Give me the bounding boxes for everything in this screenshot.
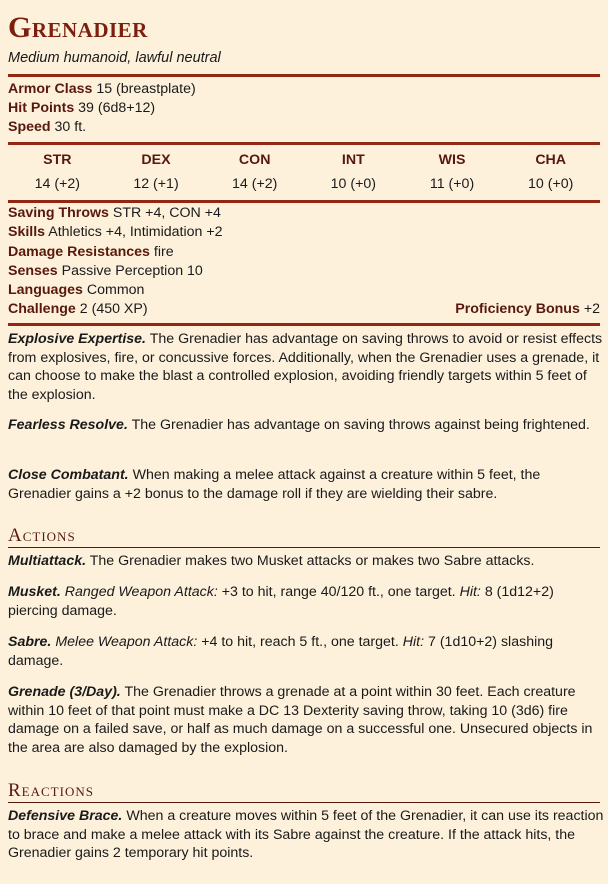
divider [8, 142, 600, 145]
action-grenade: Grenade (3/Day). The Grenadier throws a grenade at a point within 30 feet. Each creature within 10 feet of that point must make a DC 13 Dexterity saving throw, taking 10 (3d6) fire damage on a failed save, or half as much damage on a successful one. Unsecured objects in the area are also damaged by the explosion. [8, 684, 593, 756]
reactions-heading: Reactions [8, 780, 600, 803]
ability-wis: WIS 11 (+0) [429, 152, 475, 192]
languages: Languages Common [8, 282, 145, 298]
action-sabre: Sabre. Melee Weapon Attack: +4 to hit, reach 5 ft., one target. Hit: 7 (1d10+2) slashing damage. [8, 634, 554, 669]
ability-dex: DEX 12 (+1) [133, 152, 179, 192]
trait-explosive-expertise: Explosive Expertise. The Grenadier has advantage on saving throws to avoid or resist effects from explosives, fire, or concussive forces. Additionally, when the Grenadier uses a grenade, it can choose to make the blast a controlled explosion, avoiding friendly targets within 5 feet of the explosion. [8, 331, 603, 403]
proficiency-bonus: Proficiency Bonus +2 [455, 301, 600, 317]
trait-close-combatant: Close Combatant. When making a melee attack against a creature within 5 feet, the Grenadier gains a +2 bonus to the damage roll if they are wielding their sabre. [8, 467, 541, 502]
ability-cha: CHA 10 (+0) [528, 152, 574, 192]
ability-int: INT 10 (+0) [330, 152, 377, 192]
ability-str: STR 14 (+2) [34, 152, 81, 192]
ability-scores [8, 150, 600, 194]
armor-class: Armor Class 15 (breastplate) [8, 81, 196, 97]
challenge: Challenge 2 (450 XP) [8, 301, 148, 317]
senses: Senses Passive Perception 10 [8, 263, 203, 279]
skills: Skills Athletics +4, Intimidation +2 [8, 224, 223, 240]
divider [8, 323, 600, 326]
action-multiattack: Multiattack. The Grenadier makes two Musket attacks or makes two Sabre attacks. [8, 553, 535, 569]
damage-resistances: Damage Resistances fire [8, 244, 174, 260]
divider [8, 74, 600, 77]
hit-points: Hit Points 39 (6d8+12) [8, 100, 156, 116]
divider [8, 200, 600, 203]
trait-fearless-resolve: Fearless Resolve. The Grenadier has advantage on saving throws against being frightened. [8, 417, 590, 433]
ability-con: CON 14 (+2) [232, 152, 278, 192]
reaction-defensive-brace: Defensive Brace. When a creature moves within 5 feet of the Grenadier, it can use its reaction to brace and make a melee attack with its Sabre against the creature. If the attack hits, the Grenadier gains 2 temporary hit points. [8, 808, 604, 861]
creature-type: Medium humanoid, lawful neutral [8, 50, 221, 66]
action-musket: Musket. Ranged Weapon Attack: +3 to hit, range 40/120 ft., one target. Hit: 8 (1d12+2) piercing damage. [8, 584, 554, 619]
speed: Speed 30 ft. [8, 119, 87, 135]
saving-throws: Saving Throws STR +4, CON +4 [8, 205, 221, 221]
creature-name: Grenadier [8, 11, 148, 44]
actions-heading: Actions [8, 525, 600, 548]
